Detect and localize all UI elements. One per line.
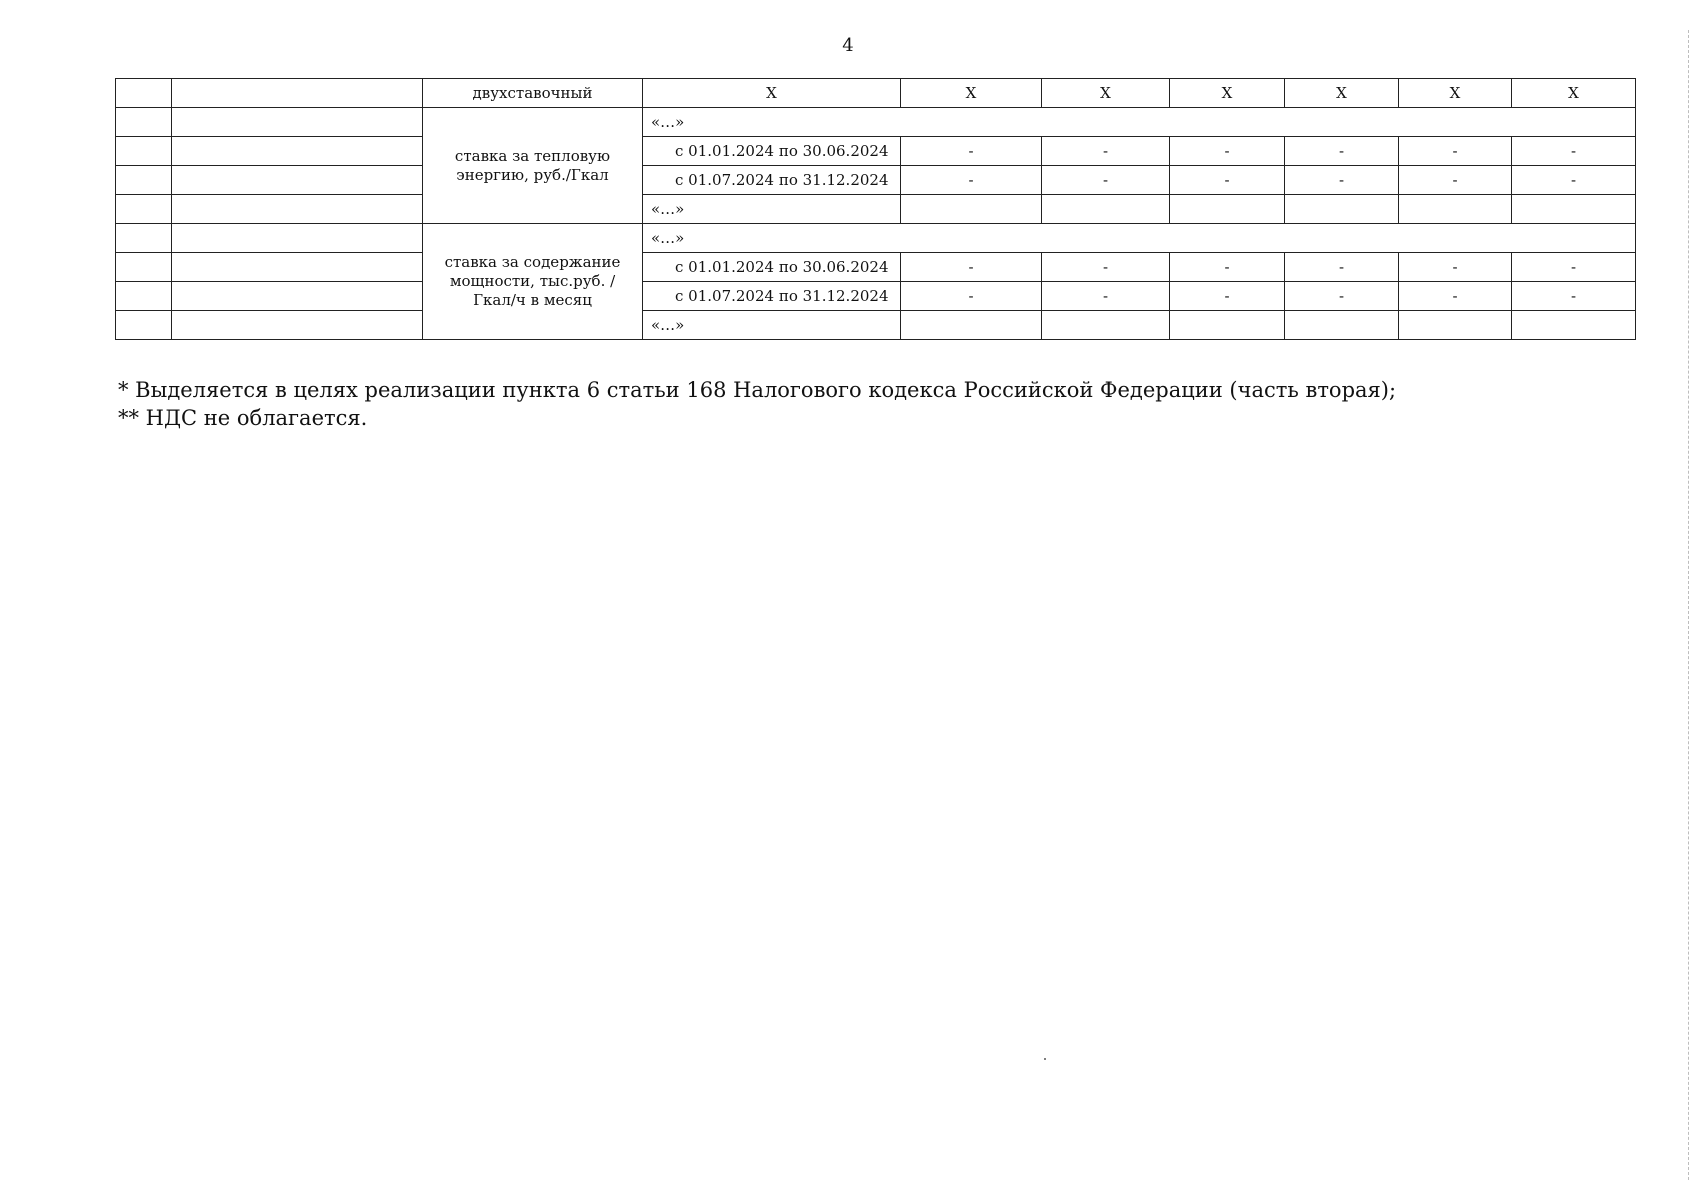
value-cell: - <box>1170 137 1285 166</box>
value-cell: - <box>1042 166 1170 195</box>
table-cell <box>1399 195 1512 224</box>
table-cell: Х <box>1512 79 1636 108</box>
table-cell <box>172 137 423 166</box>
table-cell <box>116 166 172 195</box>
table-cell <box>1170 311 1285 340</box>
table-cell: Х <box>1042 79 1170 108</box>
period-cell: с 01.01.2024 по 30.06.2024 <box>643 137 901 166</box>
value-cell: - <box>1170 282 1285 311</box>
footnotes <box>118 376 1396 432</box>
table-row <box>116 224 1636 253</box>
capacity-rate-label: ставка за содержание мощности, тыс.руб. /Гкал/ч в месяц <box>423 224 643 340</box>
table-row <box>116 195 1636 224</box>
table-cell: Х <box>643 79 901 108</box>
table-row <box>116 166 1636 195</box>
value-cell: - <box>1042 253 1170 282</box>
value-cell: - <box>1399 253 1512 282</box>
table-cell <box>116 195 172 224</box>
table-row <box>116 253 1636 282</box>
table-cell <box>1285 311 1399 340</box>
value-cell: - <box>1285 137 1399 166</box>
footnote-vat-allocation: * Выделяется в целях реализации пункта 6 статьи 168 Налогового кодекса Российской Федерации (часть вторая); <box>118 378 1397 402</box>
table-cell <box>172 282 423 311</box>
table-cell: Х <box>1170 79 1285 108</box>
table-cell <box>116 137 172 166</box>
table-cell: Х <box>1399 79 1512 108</box>
value-cell: - <box>901 137 1042 166</box>
table-cell <box>1170 195 1285 224</box>
value-cell: - <box>1170 166 1285 195</box>
ellipsis-marker: «…» <box>643 195 901 224</box>
footnote-vat-exempt: ** НДС не облагается. <box>118 406 368 430</box>
period-cell: с 01.07.2024 по 31.12.2024 <box>643 282 901 311</box>
value-cell: - <box>1285 166 1399 195</box>
value-cell: - <box>901 282 1042 311</box>
table-cell <box>116 79 172 108</box>
value-cell: - <box>1042 282 1170 311</box>
period-cell: с 01.07.2024 по 31.12.2024 <box>643 166 901 195</box>
table-cell <box>1399 311 1512 340</box>
value-cell: - <box>1512 166 1636 195</box>
value-cell: - <box>1170 253 1285 282</box>
value-cell: - <box>1512 282 1636 311</box>
value-cell: - <box>1399 137 1512 166</box>
table-cell: Х <box>901 79 1042 108</box>
table-cell <box>172 166 423 195</box>
table-cell <box>901 311 1042 340</box>
value-cell: - <box>1399 282 1512 311</box>
table-cell <box>116 311 172 340</box>
value-cell: - <box>1512 253 1636 282</box>
table-row <box>116 79 1636 108</box>
value-cell: - <box>1042 137 1170 166</box>
page-number: 4 <box>842 35 854 56</box>
table-row <box>116 108 1636 137</box>
tariff-table <box>115 78 1636 340</box>
table-cell <box>116 253 172 282</box>
scan-edge-line <box>1688 30 1689 1180</box>
table-cell <box>172 108 423 137</box>
table-cell <box>901 195 1042 224</box>
table-row <box>116 137 1636 166</box>
value-cell: - <box>1285 282 1399 311</box>
table-cell <box>172 311 423 340</box>
value-cell: - <box>901 166 1042 195</box>
table-cell <box>1285 195 1399 224</box>
ellipsis-marker: «…» <box>643 311 901 340</box>
table-cell: Х <box>1285 79 1399 108</box>
ellipsis-marker: «…» <box>643 224 1636 253</box>
tariff-type-cell: двухставочный <box>423 79 643 108</box>
table-cell <box>172 195 423 224</box>
ellipsis-marker: «…» <box>643 108 1636 137</box>
value-cell: - <box>1285 253 1399 282</box>
table-row <box>116 311 1636 340</box>
table-cell <box>116 282 172 311</box>
table-cell <box>172 79 423 108</box>
heat-rate-label: ставка за тепловую энергию, руб./Гкал <box>423 108 643 224</box>
table-cell <box>1512 195 1636 224</box>
table-cell <box>1512 311 1636 340</box>
table-cell <box>116 108 172 137</box>
table-cell <box>116 224 172 253</box>
scan-speck <box>1044 1058 1046 1060</box>
table-cell <box>172 224 423 253</box>
value-cell: - <box>901 253 1042 282</box>
value-cell: - <box>1399 166 1512 195</box>
table-row <box>116 282 1636 311</box>
table-cell <box>1042 195 1170 224</box>
table-cell <box>172 253 423 282</box>
table-cell <box>1042 311 1170 340</box>
value-cell: - <box>1512 137 1636 166</box>
period-cell: с 01.01.2024 по 30.06.2024 <box>643 253 901 282</box>
